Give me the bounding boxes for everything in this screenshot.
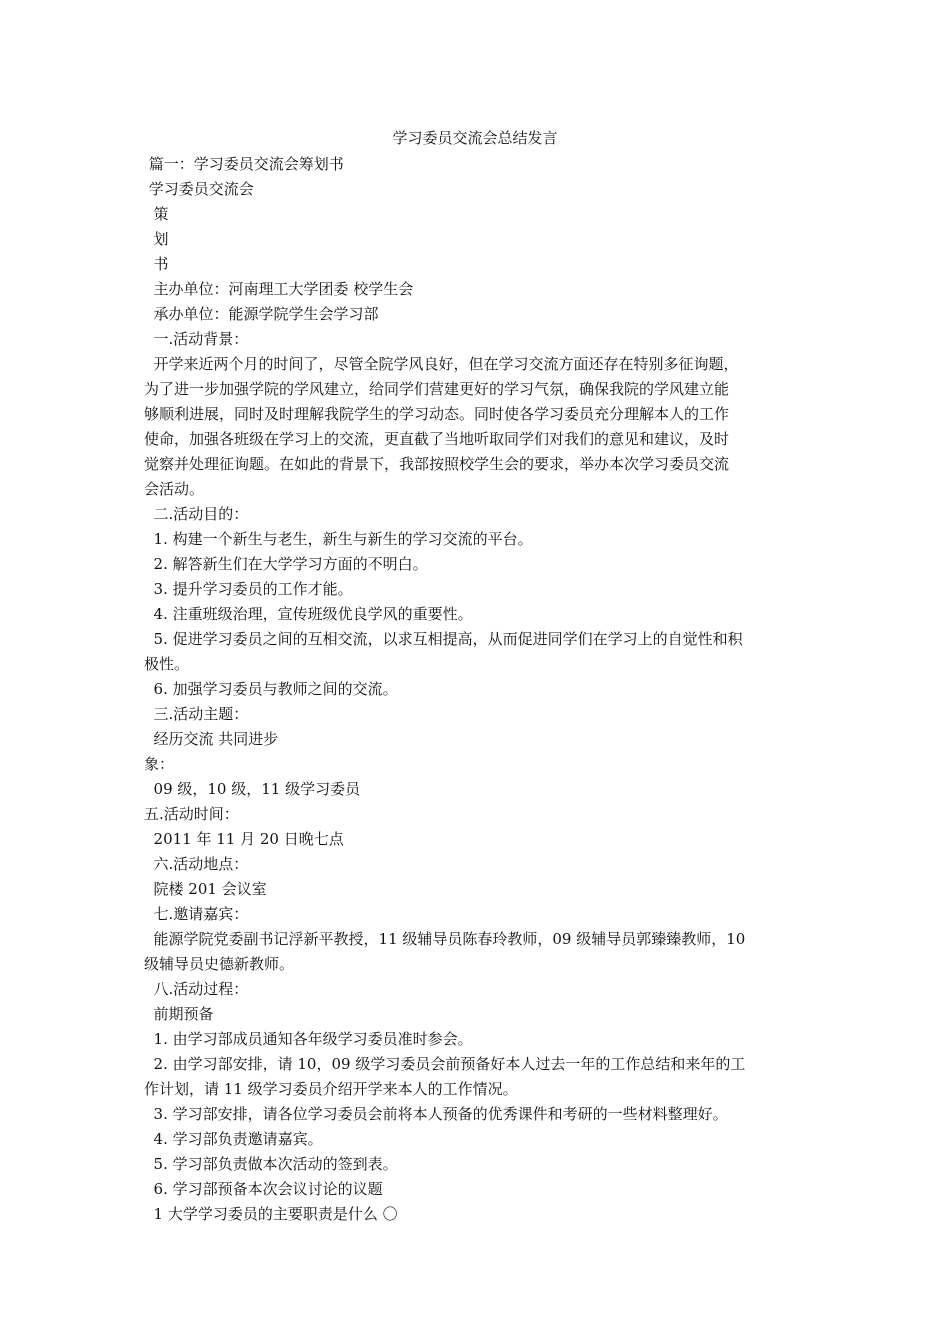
document-line: 级辅导员史德新教师。 bbox=[144, 955, 295, 973]
document-line: 为了进一步加强学院的学风建立，给同学们营建更好的学习气氛，确保我院的学风建立能 bbox=[144, 380, 730, 398]
document-line: 五.活动时间： bbox=[144, 805, 239, 823]
document-line: 09 级，10 级，11 级学习委员 bbox=[144, 780, 361, 798]
document-line: 1 大学学习委员的主要职责是什么 〇 bbox=[144, 1205, 398, 1223]
document-line: 3. 学习部安排，请各位学习委员会前将本人预备的优秀课件和考研的一些材料整理好。 bbox=[144, 1105, 728, 1123]
document-line: 1. 构建一个新生与老生，新生与新生的学习交流的平台。 bbox=[144, 530, 533, 548]
document-line: 能源学院党委副书记浮新平教授，11 级辅导员陈春玲教师，09 级辅导员郭臻臻教师，10 bbox=[144, 930, 746, 948]
document-line: 象： bbox=[144, 755, 175, 773]
document-line: 前期预备 bbox=[144, 1005, 214, 1023]
document-line: 三.活动主题： bbox=[144, 705, 249, 723]
document-line: 七.邀请嘉宾： bbox=[144, 905, 249, 923]
document-line: 够顺利进展，同时及时理解我院学生的学习动态。同时使各学习委员充分理解本人的工作 bbox=[144, 405, 730, 423]
document-line: 使命，加强各班级在学习上的交流，更直截了当地听取同学们对我们的意见和建议，及时 bbox=[144, 430, 730, 448]
document-title: 学习委员交流会总结发言 bbox=[392, 129, 558, 147]
document-line: 策 bbox=[144, 205, 169, 223]
document-line: 书 bbox=[144, 255, 169, 273]
document-line: 二.活动目的： bbox=[144, 505, 249, 523]
document-line: 6. 学习部预备本次会议讨论的议题 bbox=[144, 1180, 383, 1198]
document-line: 承办单位：能源学院学生会学习部 bbox=[144, 305, 379, 323]
document-line: 学习委员交流会 bbox=[144, 180, 254, 198]
document-line: 作计划，请 11 级学习委员介绍开学来本人的工作情况。 bbox=[144, 1080, 518, 1098]
document-line: 4. 注重班级治理，宣传班级优良学风的重要性。 bbox=[144, 605, 473, 623]
document-line: 划 bbox=[144, 230, 169, 248]
document-line: 1. 由学习部成员通知各年级学习委员准时参会。 bbox=[144, 1030, 473, 1048]
document-line: 会活动。 bbox=[144, 480, 205, 498]
document-line: 院楼 201 会议室 bbox=[144, 880, 267, 898]
document-line: 3. 提升学习委员的工作才能。 bbox=[144, 580, 353, 598]
document-line: 八.活动过程： bbox=[144, 980, 249, 998]
document-line: 2011 年 11 月 20 日晚七点 bbox=[144, 830, 344, 848]
document-line: 2. 解答新生们在大学学习方面的不明白。 bbox=[144, 555, 428, 573]
document-line: 开学来近两个月的时间了，尽管全院学风良好，但在学习交流方面还存在特别多征询题， bbox=[144, 355, 739, 373]
document-line: 主办单位：河南理工大学团委 校学生会 bbox=[144, 280, 414, 298]
document-line: 极性。 bbox=[144, 655, 190, 673]
document-line: 经历交流 共同进步 bbox=[144, 730, 279, 748]
document-body bbox=[144, 152, 808, 1227]
document-line: 5. 学习部负责做本次活动的签到表。 bbox=[144, 1155, 398, 1173]
document-line: 篇一：学习委员交流会筹划书 bbox=[144, 155, 344, 173]
document-line: 6. 加强学习委员与教师之间的交流。 bbox=[144, 680, 398, 698]
document-line: 六.活动地点： bbox=[144, 855, 249, 873]
document-line: 一.活动背景： bbox=[144, 330, 249, 348]
document-line: 5. 促进学习委员之间的互相交流，以求互相提高，从而促进同学们在学习上的自觉性和积 bbox=[144, 630, 743, 648]
document-line: 4. 学习部负责邀请嘉宾。 bbox=[144, 1130, 323, 1148]
document-line: 2. 由学习部安排，请 10，09 级学习委员会前预备好本人过去一年的工作总结和来年的工 bbox=[144, 1055, 746, 1073]
document-line: 觉察并处理征询题。在如此的背景下，我部按照校学生会的要求，举办本次学习委员交流 bbox=[144, 455, 730, 473]
